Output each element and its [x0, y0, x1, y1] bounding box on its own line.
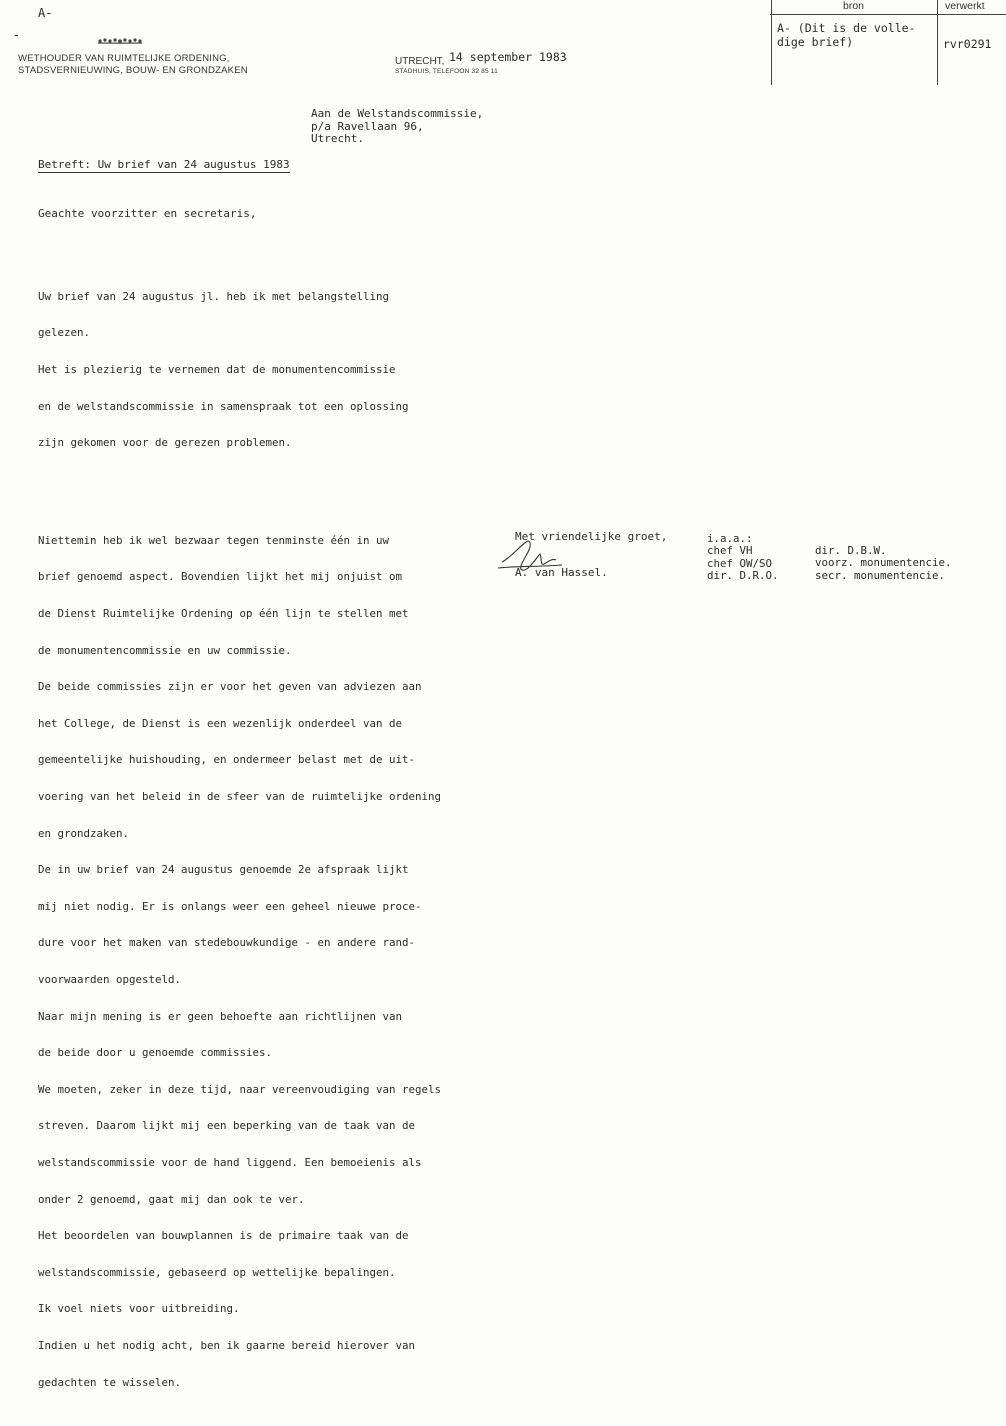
body-line: gelezen.: [38, 326, 91, 340]
body-line: de monumentencommissie en uw commissie.: [38, 643, 292, 657]
letter-date: 14 september 1983: [449, 50, 567, 64]
cc-role: chef VH: [707, 544, 753, 558]
body-line: welstandscommissie, gebaseerd op wettelijke bepalingen.: [38, 1265, 396, 1279]
body-line: het College, de Dienst is een wezenlijk onderdeel van de: [38, 716, 403, 730]
source-table: [770, 0, 1006, 85]
body-line: Ik voel niets voor uitbreiding.: [38, 1302, 240, 1316]
stadhuis-phone: STADHUIS, TELEFOON 32 85 11: [395, 68, 498, 75]
closing-greeting: Met vriendelijke groet,: [515, 530, 668, 543]
corner-mark: A-: [38, 6, 53, 20]
table-border: [937, 0, 938, 85]
body-line: streven. Daarom lijkt mij een beperking van de taak van de: [38, 1119, 416, 1133]
cc-recipient: secr. monumentencie.: [815, 568, 946, 582]
paragraph-2: [38, 510, 478, 1413]
body-line: Niettemin heb ik wel bezwaar tegen tenminste één in uw: [38, 533, 390, 547]
column-header-bron: bron: [843, 0, 865, 12]
header-dash: -: [14, 26, 19, 42]
bron-line: dige brief): [777, 35, 854, 49]
body-line: We moeten, zeker in deze tijd, naar vereenvoudiging van regels: [38, 1082, 442, 1096]
paragraph-1: [38, 266, 478, 473]
letter-body: [38, 242, 478, 1426]
cc-role: chef OW/SO: [707, 556, 773, 570]
bron-value: [777, 21, 915, 49]
address-line: p/a Ravellaan 96,: [311, 119, 424, 133]
body-line: zijn gekomen voor de gerezen problemen.: [38, 436, 292, 450]
cc-recipients: [815, 545, 952, 582]
cc-recipient: voorz. monumentencie.: [815, 556, 952, 570]
body-line: en grondzaken.: [38, 826, 130, 840]
column-header-verwerkt: verwerkt: [945, 0, 985, 12]
body-line: voorwaarden opgesteld.: [38, 972, 182, 986]
verwerkt-value: rvr0291: [943, 37, 992, 51]
department-line: WETHOUDER VAN RUIMTELIJKE ORDENING,: [18, 53, 230, 64]
cc-role: dir. D.R.O.: [707, 568, 779, 582]
body-line: De beide commissies zijn er voor het geven van adviezen aan: [38, 680, 422, 694]
body-line: Het beoordelen van bouwplannen is de primaire taak van de: [38, 1229, 409, 1243]
body-line: de Dienst Ruimtelijke Ordening op één lijn te stellen met: [38, 606, 409, 620]
iaa-label: i.a.a.:: [707, 532, 753, 545]
body-line: mij niet nodig. Er is onlangs weer een geheel nieuwe proce-: [38, 899, 422, 913]
city-emblem-icon: [96, 36, 144, 46]
signer-name: A. van Hassel.: [515, 566, 608, 579]
table-border: [770, 14, 1006, 15]
city: UTRECHT,: [395, 56, 445, 67]
body-line: en de welstandscommissie in samenspraak tot een oplossing: [38, 399, 409, 413]
department-heading: [18, 53, 248, 77]
body-line: brief genoemd aspect. Bovendien lijkt het mij onjuist om: [38, 570, 403, 584]
body-line: Uw brief van 24 augustus jl. heb ik met belangstelling: [38, 289, 390, 303]
cc-roles: [707, 533, 779, 582]
address-line: Utrecht.: [311, 132, 364, 145]
body-line: onder 2 genoemd, gaat mij dan ook te ver.: [38, 1192, 305, 1206]
body-line: welstandscommissie voor de hand liggend. Een bemoeienis als: [38, 1156, 422, 1170]
department-line: STADSVERNIEUWING, BOUW- EN GRONDZAKEN: [18, 65, 248, 76]
body-line: Indien u het nodig acht, ben ik gaarne bereid hierover van: [38, 1339, 416, 1353]
body-line: voering van het beleid in de sfeer van de ruimtelijke ordening: [38, 789, 442, 803]
body-line: de beide door u genoemde commissies.: [38, 1046, 273, 1060]
body-line: Het is plezierig te vernemen dat de monumentencommissie: [38, 363, 396, 377]
body-line: De in uw brief van 24 augustus genoemde 2e afspraak lijkt: [38, 863, 409, 877]
bron-line: A- (Dit is de volle-: [777, 21, 916, 35]
salutation: Geachte voorzitter en secretaris,: [38, 207, 257, 220]
body-line: gedachten te wisselen.: [38, 1375, 182, 1389]
cc-recipient: dir. D.B.W.: [815, 544, 887, 557]
body-line: dure voor het maken van stedebouwkundige - en andere rand-: [38, 936, 416, 950]
table-border: [771, 0, 772, 85]
body-line: gemeentelijke huishouding, en ondermeer belast met de uit-: [38, 753, 416, 767]
subject-line: Betreft: Uw brief van 24 augustus 1983: [38, 158, 290, 171]
recipient-address: [311, 108, 483, 146]
address-line: Aan de Welstandscommissie,: [311, 107, 484, 120]
body-line: Naar mijn mening is er geen behoefte aan richtlijnen van: [38, 1009, 403, 1023]
